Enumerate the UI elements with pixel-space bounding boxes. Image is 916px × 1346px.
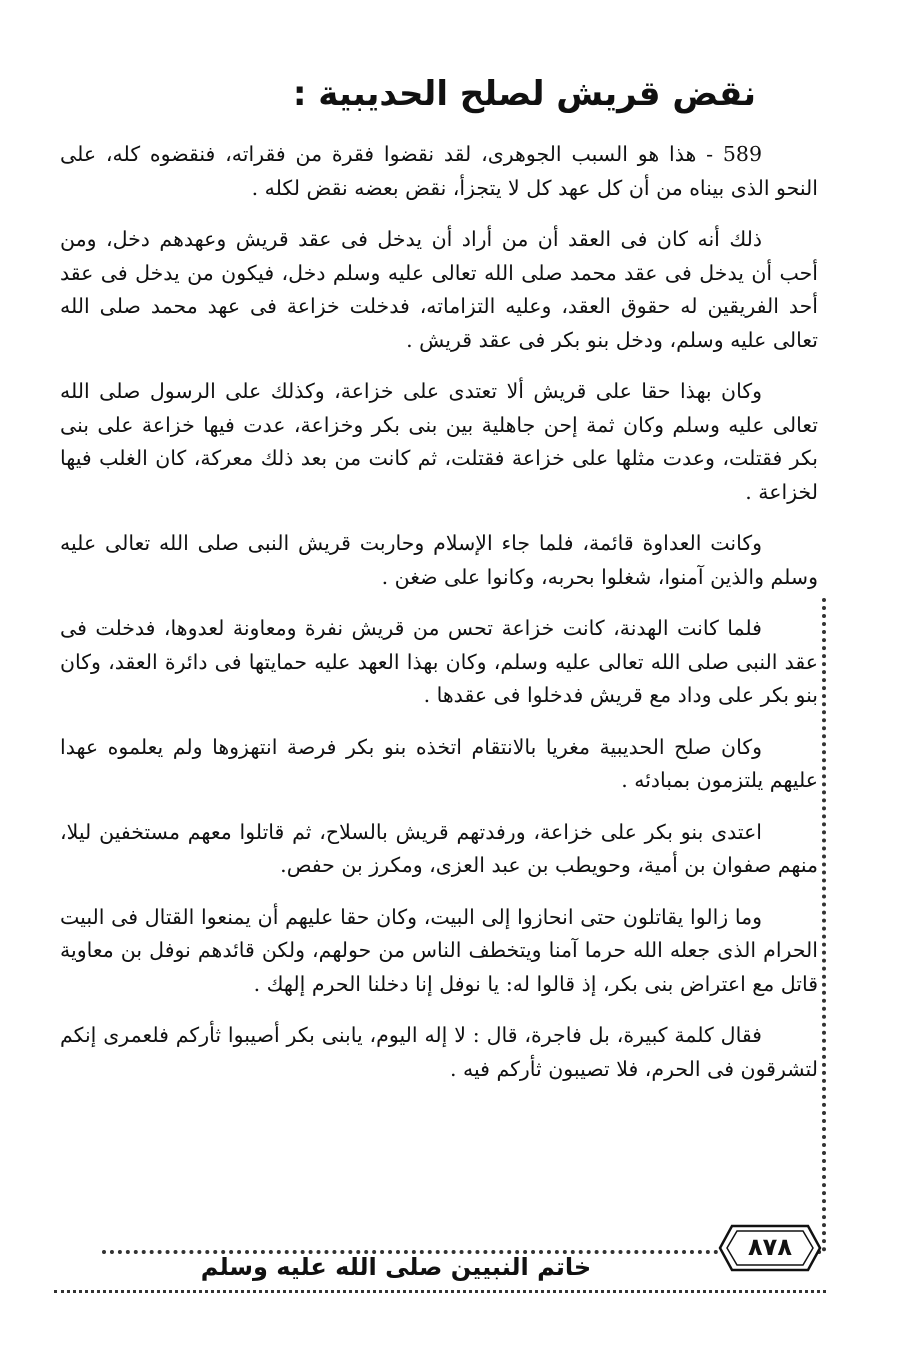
margin-dotted-rule [822,598,826,1252]
paragraph-2: ذلك أنه كان فى العقد أن من أراد أن يدخل فى عقد قريش وعهدهم دخل، ومن أحب أن يدخل فى عقد محمد صلى الله تعالى عليه وسلم دخل، فيكون من يدخل فى عقد أحد الفريقين له حقوق العقد، وعليه التزاماته، فدخلت خزاعة فى عهد محمد صلى الله تعالى عليه وسلم، ودخل بنو بكر فى عقد قريش . [60,227,819,352]
page-number-badge [718,1224,822,1272]
paragraph-9: فقال كلمة كبيرة، بل فاجرة، قال : لا إله اليوم، يابنى بكر أصيبوا ثأركم فلعمرى إنكم لتشرقون فى الحرم، فلا تصيبون ثأركم فيه . [60,1023,818,1081]
paragraph-4: وكانت العداوة قائمة، فلما جاء الإسلام وحاربت قريش النبى صلى الله تعالى عليه وسلم والذين آمنوا، شغلوا بحربه، وكانوا على ضغن . [60,531,818,589]
paragraph-3: وكان بهذا حقا على قريش ألا تعتدى على خزاعة، وكذلك على الرسول صلى الله تعالى عليه وسلم وكان ثمة إحن جاهلية بين بنى بكر وخزاعة، عدت فيها خزاعة على بنى بكر فقتلت، وعدت مثلها على خزاعة فقتلت، ثم كانت من بعد ذلك معركة، كان الغلب فيها لخزاعة . [60,379,818,504]
section-heading: نقض قريش لصلح الحديبية : [292,74,756,114]
book-title-footer: خاتم النبيين صلى الله عليه وسلم [200,1253,592,1281]
footer-dotted-rule-bottom [54,1290,826,1293]
paragraph-5: فلما كانت الهدنة، كانت خزاعة تحس من قريش نفرة ومعاونة لعدوها، فدخلت فى عقد النبى صلى الله تعالى عليه وسلم، وكان بهذا العهد عليه حمايتها فى دائرة العقد، وكان بنو بكر على وداد مع قريش فدخلوا فى عقدها . [60,616,818,707]
paragraph-8: وما زالوا يقاتلون حتى انحازوا إلى البيت، وكان حقا عليهم أن يمنعوا القتال فى البيت الحرام الذى جعله الله حرما آمنا ويتخطف الناس من حولهم، ولكن قائدهم نوفل بن معاوية قاتل مع اعتراض بنى بكر، إذ قالوا له: يا نوفل إنا دخلنا الحرم إلهك . [60,904,818,996]
paragraph-6: وكان صلح الحديبية مغريا بالانتقام اتخذه بنو بكر فرصة انتهزوها ولم يعلموه عهدا عليهم يلتزمون بمبادئه . [60,734,818,792]
page-number: ٨٧٨ [748,1233,792,1261]
paragraph-7: اعتدى بنو بكر على خزاعة، ورفدتهم قريش بالسلاح، ثم قاتلوا معهم مستخفين ليلا، منهم صفوان بن أمية، وحويطب بن عبد العزى، ومكرز بن حفص. [60,819,818,877]
body-text [60,138,818,1104]
paragraph-1: 589 - هذا هو السبب الجوهرى، لقد نقضوا فقرة من فقراته، فنقضوه كله، على النحو الذى بيناه من أن كل عهد كل لا يتجزأ، نقض بعضه نقض لكله . [60,142,818,200]
